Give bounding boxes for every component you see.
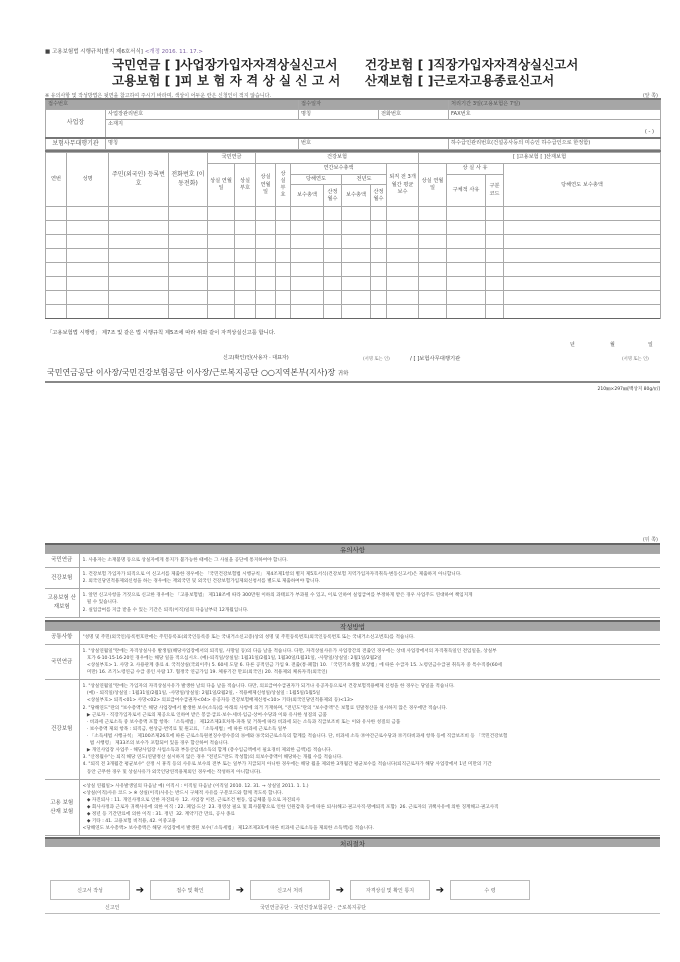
member-cell[interactable]: [208, 305, 235, 319]
member-cell[interactable]: [371, 263, 387, 277]
section-line: <상실 연월일> 사유발생일의 다음날 예) 이직시 : 이직일 다음날 (이직일 2010. 12. 31. → 상실일 2011. 1. 1.): [82, 783, 309, 789]
member-row: [46, 235, 661, 249]
member-cell[interactable]: [387, 207, 419, 221]
title-employment: 고용보험 [ ]피 보 험 자 격 상 실 신 고 서: [112, 73, 341, 88]
member-cell[interactable]: [291, 277, 324, 291]
actor-reporter: 신고인: [105, 905, 120, 911]
member-cell[interactable]: [276, 249, 291, 263]
workplace-fax-field[interactable]: FAX번호: [449, 110, 661, 120]
member-cell[interactable]: [342, 305, 371, 319]
member-cell[interactable]: [46, 235, 67, 249]
member-cell[interactable]: [419, 207, 447, 221]
section-row-body: [79, 644, 660, 679]
date-month: 월: [610, 342, 615, 348]
process-flow: [50, 880, 530, 900]
member-row: [46, 221, 661, 235]
workplace-phone-field[interactable]: 전화번호: [379, 110, 449, 120]
paper-spec: 210㎜×297㎜[백상지 80g/㎡]: [597, 387, 660, 392]
section-line: 1. "상실연월일"란에는 자격상실사유 발생일(해당사업장에서의 퇴직일, 사망일 등)의 다음 날을 적습니다. 다만, 자격상실사유가 사업장간의 전출인 경우에는 상대 사업장에서의 자격취득일인 전입일을, 상실부: [82, 648, 497, 654]
section-row: [45, 589, 660, 617]
title-pension: 국민연금 [ ]사업장가입자자격상실신고서: [112, 57, 338, 72]
col-avg3: 퇴직 전 3개월간 평균 보수: [387, 164, 419, 207]
member-cell[interactable]: [256, 207, 276, 221]
form-note: ※ 유의사항 및 작성방법은 뒷면을 참고하여 주시기 바라며, 색상이 어두운 란은 신청인이 적지 않습니다.: [45, 93, 272, 99]
section-line: ◆ 정년 등 기간만료에 의한 이직 : 31. 정년 32. 계약기간 만료, 공사 종료: [82, 812, 235, 818]
member-cell[interactable]: [387, 221, 419, 235]
process-title: 처리절차: [45, 837, 660, 847]
col-hi-loss-code: 상실 부호: [276, 164, 291, 207]
col-last-year: 전년도: [342, 175, 387, 185]
member-cell[interactable]: [342, 263, 371, 277]
arrow-right-icon: ➔: [335, 884, 345, 896]
member-cell[interactable]: [67, 207, 109, 221]
member-cell[interactable]: [291, 221, 324, 235]
section-line: 미만) 16. 조기노령연금 수급 중인 사람 17. 협정국 연금가입 19. 체류기간 만료(외국인) 20. 적용제외 체류자격(외국인): [82, 670, 328, 676]
member-cell[interactable]: [504, 263, 661, 277]
member-cell[interactable]: [447, 263, 486, 277]
notices-title: 유의사항: [45, 543, 660, 553]
agency-checkbox-label[interactable]: / [ ]보험사무대행기관: [410, 356, 461, 362]
member-table: [45, 150, 661, 319]
member-cell[interactable]: [169, 235, 208, 249]
actor-agencies: 국민연금공단 · 국민건강보험공단 · 근로복지공단: [260, 905, 367, 911]
declaration: [45, 318, 660, 392]
member-cell[interactable]: [67, 221, 109, 235]
member-cell[interactable]: [276, 263, 291, 277]
section-line: 3. "산정월수"는 퇴직 해당 연도(연말정산 실시하지 않은 경우 "전년도"란도 작성함)의 의보수총액이 해당하는 개월 수를 적습니다.: [82, 755, 343, 761]
member-cell[interactable]: [169, 277, 208, 291]
section-line: 1. "상실연월일"란에는 가입자의 자격상실사유가 발생한 날의 다음 날을 적습니다. 다만, 의료급여수급권자가 되거나 유공자등으로서 건강보험적용배제 신청을 한 경우는 당일을 적습니다.: [82, 684, 455, 690]
col-reason-code: 구분 코드: [486, 175, 504, 207]
date-year: 년: [570, 342, 575, 348]
bottom-divider: [45, 913, 660, 914]
col-seq: 연번: [46, 153, 67, 207]
section-row-body: [79, 589, 660, 617]
section-row-label: 공통사항: [45, 630, 79, 644]
member-cell[interactable]: [169, 291, 208, 305]
section-row-body: [79, 779, 660, 836]
section-line: 2. 실업급여를 지급 받을 수 있는 기간은 퇴직(이직)일의 다음날부터 12개월입니다.: [82, 607, 249, 613]
member-cell[interactable]: [109, 277, 169, 291]
member-cell[interactable]: [67, 305, 109, 319]
form-header: [45, 47, 203, 55]
member-cell[interactable]: [371, 291, 387, 305]
member-cell[interactable]: [291, 305, 324, 319]
member-cell[interactable]: [419, 235, 447, 249]
arrow-right-icon: ➔: [135, 884, 145, 896]
section-line: 동안 근무한 경우 및 상실사유가 외국인당연적용제외인 경우에는 작성하지 아니합니다).: [82, 769, 262, 775]
member-cell[interactable]: [46, 207, 67, 221]
section-line: 될 수 있습니다.: [82, 600, 118, 606]
member-row: [46, 277, 661, 291]
title-industrial: 산재보험 [ ]근로자고용종료신고서: [365, 73, 555, 88]
member-cell[interactable]: [342, 249, 371, 263]
member-cell[interactable]: [324, 277, 342, 291]
agency-label: 보험사무대행기관: [46, 138, 106, 150]
sign-label-2[interactable]: (서명 또는 인): [622, 357, 649, 362]
member-cell[interactable]: [276, 305, 291, 319]
page-back-label: (뒤 쪽): [642, 537, 658, 543]
member-cell[interactable]: [447, 235, 486, 249]
member-cell[interactable]: [208, 221, 235, 235]
section-row-label: 고용보험 산재보험: [45, 589, 79, 617]
section-row: [45, 680, 660, 779]
member-cell[interactable]: [419, 291, 447, 305]
member-cell[interactable]: [387, 235, 419, 249]
process-step: 자격상실 및 확인 통지: [350, 880, 430, 900]
member-cell[interactable]: [447, 277, 486, 291]
member-cell[interactable]: [208, 235, 235, 249]
member-cell[interactable]: [504, 305, 661, 319]
member-cell[interactable]: [291, 249, 324, 263]
member-cell[interactable]: [387, 249, 419, 263]
subcontractor-no-field[interactable]: 하수급인관리번호(건설공사등의 미승인 하수급인으로 한정함): [449, 138, 661, 150]
title-health: 건강보험 [ ]직장가입자자격상실신고서: [365, 57, 579, 72]
member-cell[interactable]: [276, 235, 291, 249]
member-cell[interactable]: [486, 221, 504, 235]
member-cell[interactable]: [276, 291, 291, 305]
member-cell[interactable]: [276, 207, 291, 221]
member-cell[interactable]: [235, 249, 256, 263]
col-pay-last: 보수총액: [342, 185, 371, 207]
top-section: [45, 98, 661, 150]
member-cell[interactable]: [419, 249, 447, 263]
member-cell[interactable]: [342, 221, 371, 235]
member-cell[interactable]: [387, 277, 419, 291]
member-cell[interactable]: [208, 207, 235, 221]
section-line: · 「소득세법 시행규칙」 제100조제26호에 따른 근로소득원천징수영수증의 ⑯에와 ⑯국외근로소득의 합계를 적습니다. 단, 비과세 소득 ⑱야간근로수당과 ⑱기타비과세 항목 등에 직급보조비 등 「국민건강보험: [82, 733, 508, 739]
law-reference: ■ 고용보험법 시행규칙[별지 제6호서식]: [45, 49, 143, 55]
section-row-body: [79, 680, 660, 779]
method-table: [45, 630, 660, 837]
member-cell[interactable]: [109, 249, 169, 263]
member-cell[interactable]: [235, 305, 256, 319]
receipt-number: 접수번호: [46, 99, 299, 110]
reporter-label: 신고(확인)인(사용자 · 대표자): [223, 355, 289, 361]
member-cell[interactable]: [109, 291, 169, 305]
form-titles: [112, 57, 672, 91]
process-step: 신고서 처리: [250, 880, 330, 900]
section-row-label: 고용 보험 산재 보험: [45, 779, 79, 836]
col-reason: 상 실 사 유: [447, 164, 504, 175]
member-cell[interactable]: [486, 291, 504, 305]
section-line: "성명 및 주민(외국인)등록번호란에는 주민등록표(외국인등록증 또는 국내거소신고증)상의 성명 및 주민등록번호(외국인등록번호 또는 국내거소신고번호)를 적습니다.: [82, 634, 415, 640]
section-line: <상실부호> 1. 사망 3. 사용관계 종료 4. 국적상실(국외이주) 5. 60세 도달 6. 다른 공적연금 가입 9. 전출(통·폐합) 10. 「국민기초생활 보장법」에 따른 수급자 15. 노령연금수급권 취득자 중 특수직종(60세: [82, 662, 503, 668]
member-cell[interactable]: [109, 235, 169, 249]
member-cell[interactable]: [504, 249, 661, 263]
member-cell[interactable]: [504, 291, 661, 305]
workplace-label: 사업장: [46, 110, 106, 138]
member-cell[interactable]: [235, 221, 256, 235]
recipient-name: 국민연금공단 이사장/국민건강보험공단 이사장/근로복지공단 ○○지역본부(지사)장: [47, 368, 336, 377]
col-np-loss-date: 상실 연월일: [208, 164, 235, 207]
col-ei-loss-date: 상실 연월일: [419, 164, 447, 207]
member-cell[interactable]: [67, 263, 109, 277]
section-row-body: [79, 554, 660, 568]
member-cell[interactable]: [46, 249, 67, 263]
notices-table: [45, 553, 660, 618]
section-line: 1. 건강보험 가입자가 퇴직으로 이 신고서를 제출한 경우에는 「국민건강보험법 시행규칙」 제4조제1항의 별지 제5호서식(건강보험 지역가입자자격취득·변동신고서)은 제출하지 아니합니다.: [82, 572, 462, 578]
section-line: 1. 앞면 신고사항을 거짓으로 신고한 경우에는 「고용보험법」 제118조에 따라 300만원 이하의 과태료가 부과될 수 있고, 이로 인하여 실업급여를 부정하게 받은 경우 사업주도 연대하여 책임지게: [82, 593, 473, 599]
section-row-label: 건강보험: [45, 680, 79, 779]
member-cell[interactable]: [342, 235, 371, 249]
member-cell[interactable]: [109, 221, 169, 235]
member-row: [46, 291, 661, 305]
section-line: ◆ 회사사정과 근로자 귀책사유에 의한 이직 : 22. 폐업·도산 23. 경영상 필요 및 회사불황으로 인한 인원감축 등에 따른 퇴사(해고·권고사직·명예퇴직 포함) 26. 근로자의 귀책사유에 의한 징계해고·권고사직: [82, 804, 499, 810]
member-cell[interactable]: [342, 277, 371, 291]
member-cell[interactable]: [486, 305, 504, 319]
col-months-last: 산정 월수: [371, 185, 387, 207]
process-step: 신고서 작성: [50, 880, 130, 900]
arrow-right-icon: ➔: [235, 884, 245, 896]
member-cell[interactable]: [324, 249, 342, 263]
member-cell[interactable]: [169, 207, 208, 221]
member-cell[interactable]: [235, 277, 256, 291]
col-pay-this: 보수총액: [291, 185, 324, 207]
member-row: [46, 207, 661, 221]
col-this-year-pay: 당해연도 보수총액: [504, 164, 661, 207]
member-cell[interactable]: [447, 291, 486, 305]
revision-date: <개정 2016. 11. 17.>: [144, 49, 204, 55]
section-line: 호가 6·10·15·16·20인 경우에는 해당 일을 적으십시오. (예)-퇴직일/상실일: 1월31일/2월1일, 1월30일/1월31일, -사망일/상실일: 2월1일/2월2일: [82, 655, 382, 661]
member-cell[interactable]: [235, 263, 256, 277]
member-cell[interactable]: [419, 263, 447, 277]
col-hi-loss-date: 상실 연월일: [256, 164, 276, 207]
member-cell[interactable]: [447, 305, 486, 319]
member-cell[interactable]: [486, 263, 504, 277]
member-cell[interactable]: [324, 207, 342, 221]
section-row-body: [79, 568, 660, 589]
member-cell[interactable]: [371, 221, 387, 235]
member-cell[interactable]: [387, 305, 419, 319]
member-cell[interactable]: [419, 221, 447, 235]
section-line: · 보수총액 제외 항목 : 퇴직금, 현상금·번역료 및 원고료, 「소득세법」에 따른 비과세 근로소득 일부: [82, 726, 287, 732]
member-cell[interactable]: [46, 277, 67, 291]
member-cell[interactable]: [291, 291, 324, 305]
member-cell[interactable]: [109, 207, 169, 221]
member-cell[interactable]: [256, 249, 276, 263]
section-row: [45, 644, 660, 679]
col-health: 건강보험: [256, 153, 419, 164]
section-row: [45, 630, 660, 644]
col-name: 성명: [67, 153, 109, 207]
member-cell[interactable]: [208, 277, 235, 291]
member-cell[interactable]: [169, 249, 208, 263]
section-line: <당해연도 보수총액> 보수총액은 해당 사업장에서 발생된 보수(「소득세법」 제12조제3호에 따른 비과세 근로소득을 제외한 소득액)를 적습니다.: [82, 826, 374, 832]
section-row: [45, 554, 660, 568]
col-reason-detail: 구체적 사유: [447, 175, 486, 207]
col-this-year: 당해연도: [291, 175, 342, 185]
section-line: 1. 사용자는 소재불명 등으로 상실자에게 통지가 불가능한 때에는 그 사실을 공단에 통지하여야 합니다.: [82, 558, 288, 563]
member-row: [46, 249, 661, 263]
member-cell[interactable]: [276, 221, 291, 235]
member-row: [46, 263, 661, 277]
member-cell[interactable]: [291, 207, 324, 221]
workplace-address-field[interactable]: [106, 120, 661, 138]
recipient: [47, 367, 348, 378]
member-cell[interactable]: [371, 305, 387, 319]
page-front-label: (앞 쪽): [642, 93, 658, 99]
section-row-label: 국민연금: [45, 554, 79, 568]
section-line: ▶ 개인사업장 사업주 - 해당사업장 사업소득과 부동산임대소득의 합계 (총수입금액에서 필요경비 제외한 금액)를 적습니다.: [82, 748, 333, 754]
section-line: 2. "당해연도"란의 "보수총액"은 해당 사업장에서 발생한 보수(소득)를 아래의 사항에 의거 기재하며, "전년도"란의 "보수총액"은 보험료 연말정산을 실시하지 않은 경우에만 적습니다.: [82, 705, 448, 711]
member-cell[interactable]: [291, 235, 324, 249]
section-line: <상실(이직)사유 코드 > ※ 상실(이직)사유는 반드시 구체적 사유를 구분코드와 함께 적도록 합니다.: [82, 790, 283, 796]
member-cell[interactable]: [208, 263, 235, 277]
member-cell[interactable]: [208, 291, 235, 305]
member-cell[interactable]: [371, 277, 387, 291]
member-row: [46, 305, 661, 319]
member-cell[interactable]: [447, 221, 486, 235]
member-cell[interactable]: [256, 235, 276, 249]
col-rrn: 주민(외국인) 등록번호: [109, 153, 169, 207]
col-employment[interactable]: [ ]고용보험 [ ]산재보험: [419, 153, 661, 164]
member-cell[interactable]: [256, 277, 276, 291]
divider: [45, 381, 660, 383]
section-line: ▶ 근로자 - 직장가입자로서 근로의 제공으로 인하여 받은 봉급·급료·보수·세비·임금·상여·수당과 이와 유사한 성질의 금품: [82, 712, 327, 718]
section-row: [45, 568, 660, 589]
member-cell[interactable]: [342, 291, 371, 305]
member-cell[interactable]: [109, 305, 169, 319]
receipt-date: 접수일자: [299, 99, 449, 110]
member-cell[interactable]: [504, 277, 661, 291]
member-cell[interactable]: [324, 305, 342, 319]
member-cell[interactable]: [324, 221, 342, 235]
member-cell[interactable]: [486, 277, 504, 291]
process-step: 수 령: [450, 880, 530, 900]
workplace-name-field[interactable]: 명칭: [299, 110, 379, 120]
workplace-mgmt-no-field[interactable]: 사업장관리번호: [106, 110, 299, 120]
col-phone: 전화번호 (이동전화): [169, 153, 208, 207]
member-cell[interactable]: [169, 221, 208, 235]
declaration-text: 「고용보험법 시행령」 제7조 및 같은 법 시행규칙 제5조에 따라 위와 같이 자격상실신고를 합니다.: [47, 330, 276, 336]
section-line: · 비과세 근로소득 중 보수총액 포함 항목: 「소득세법」 제12조제3호차목·파목 및 거목에 따라 비과세 되는 소득과 직급보조비 또는 이와 유사한 성질의 금품: [82, 719, 401, 725]
back-sections: [45, 543, 660, 847]
member-cell[interactable]: [486, 249, 504, 263]
member-cell[interactable]: [169, 305, 208, 319]
member-cell[interactable]: [235, 235, 256, 249]
member-cell[interactable]: [387, 291, 419, 305]
section-line: 법 시행령」 제33조의 보수가 포함되어 있을 경우 합산하여 적습니다.: [82, 741, 229, 747]
date-day: 일: [648, 342, 653, 348]
arrow-right-icon: ➔: [435, 884, 445, 896]
member-cell[interactable]: [324, 263, 342, 277]
member-cell[interactable]: [109, 263, 169, 277]
col-months-this: 산정 월수: [324, 185, 342, 207]
member-cell[interactable]: [67, 277, 109, 291]
agency-name-field[interactable]: 명칭: [106, 138, 299, 150]
member-cell[interactable]: [504, 235, 661, 249]
member-cell[interactable]: [324, 291, 342, 305]
member-cell[interactable]: [46, 221, 67, 235]
member-cell[interactable]: [235, 207, 256, 221]
member-cell[interactable]: [256, 263, 276, 277]
section-row-body: [79, 630, 660, 644]
member-cell[interactable]: [371, 249, 387, 263]
member-cell[interactable]: [46, 305, 67, 319]
member-cell[interactable]: [387, 263, 419, 277]
member-cell[interactable]: [256, 305, 276, 319]
section-line: (예) - 퇴직일/상실일 : 1월31일/2월1일, -사망일/상실일: 2월1일/2월2일, - 적용배제신청일/상실일 : 1월5일/1월5일: [82, 691, 321, 697]
member-cell[interactable]: [256, 221, 276, 235]
member-cell[interactable]: [447, 249, 486, 263]
section-row: [45, 779, 660, 836]
member-cell[interactable]: [291, 263, 324, 277]
member-cell[interactable]: [419, 305, 447, 319]
member-cell[interactable]: [371, 207, 387, 221]
section-line: ◆ 기타 : 41. 고용보험 비적용, 42. 이중고용: [82, 819, 176, 825]
section-line: ◆ 자진퇴사 : 11. 개인사정으로 인한 자진퇴사 12. 사업장 이전, 근로조건 변동, 임금체불 등으로 자진퇴사: [82, 797, 301, 803]
sign-label-1[interactable]: (서명 또는 인): [363, 357, 390, 362]
member-cell[interactable]: [235, 291, 256, 305]
member-cell[interactable]: [342, 207, 371, 221]
member-cell[interactable]: [324, 235, 342, 249]
col-np-loss-code: 상실 부호: [235, 164, 256, 207]
member-cell[interactable]: [504, 207, 661, 221]
member-cell[interactable]: [46, 263, 67, 277]
member-cell[interactable]: [504, 221, 661, 235]
member-cell[interactable]: [67, 249, 109, 263]
member-cell[interactable]: [371, 235, 387, 249]
address-phone-paren: ( - ): [644, 128, 655, 135]
col-pension: 국민연금: [208, 153, 256, 164]
section-row-label: 국민연금: [45, 644, 79, 679]
member-cell[interactable]: [486, 235, 504, 249]
section-line: 4. "퇴직 전 3개월간 평균보수" 산정 시 휴직 등의 사유로 보수의 전부 또는 일부가 지급되지 아니한 경우에는 해당 월을 제외한 3개월간 평균보수를 적습니다(퇴직근로자가 해당 사업장에서 1년 미만의 기간: [82, 762, 492, 768]
section-line: 2. 외국인당연적용제외신청을 하는 경우에는 재외국민 및 외국인 건강보험가입제외신청서를 별도로 제출하여야 합니다.: [82, 579, 321, 585]
member-cell[interactable]: [169, 263, 208, 277]
method-title: 작성방법: [45, 620, 660, 630]
member-cell[interactable]: [486, 207, 504, 221]
section-line: <상실부호> 퇴직<01> 사망<02> 의료급여수급권자<04> 유공자등 건강보험배제신청<10> 기타(외국인당연적용제외 등)<13>: [82, 698, 354, 704]
member-cell[interactable]: [208, 249, 235, 263]
section-row-label: 건강보험: [45, 568, 79, 589]
member-cell[interactable]: [419, 277, 447, 291]
member-cell[interactable]: [67, 291, 109, 305]
member-cell[interactable]: [447, 207, 486, 221]
col-annual-pay: 연간보수총액: [291, 164, 387, 175]
member-cell[interactable]: [67, 235, 109, 249]
processing-period: 처리기간 3일(고용보험은 7일): [449, 99, 661, 110]
member-cell[interactable]: [46, 291, 67, 305]
member-cell[interactable]: [256, 291, 276, 305]
process-step: 접수 및 확인: [150, 880, 230, 900]
honorific: 귀하: [337, 371, 349, 377]
address-label: 소재지: [108, 121, 124, 128]
member-cell[interactable]: [276, 277, 291, 291]
agency-number-field[interactable]: 번호: [299, 138, 449, 150]
